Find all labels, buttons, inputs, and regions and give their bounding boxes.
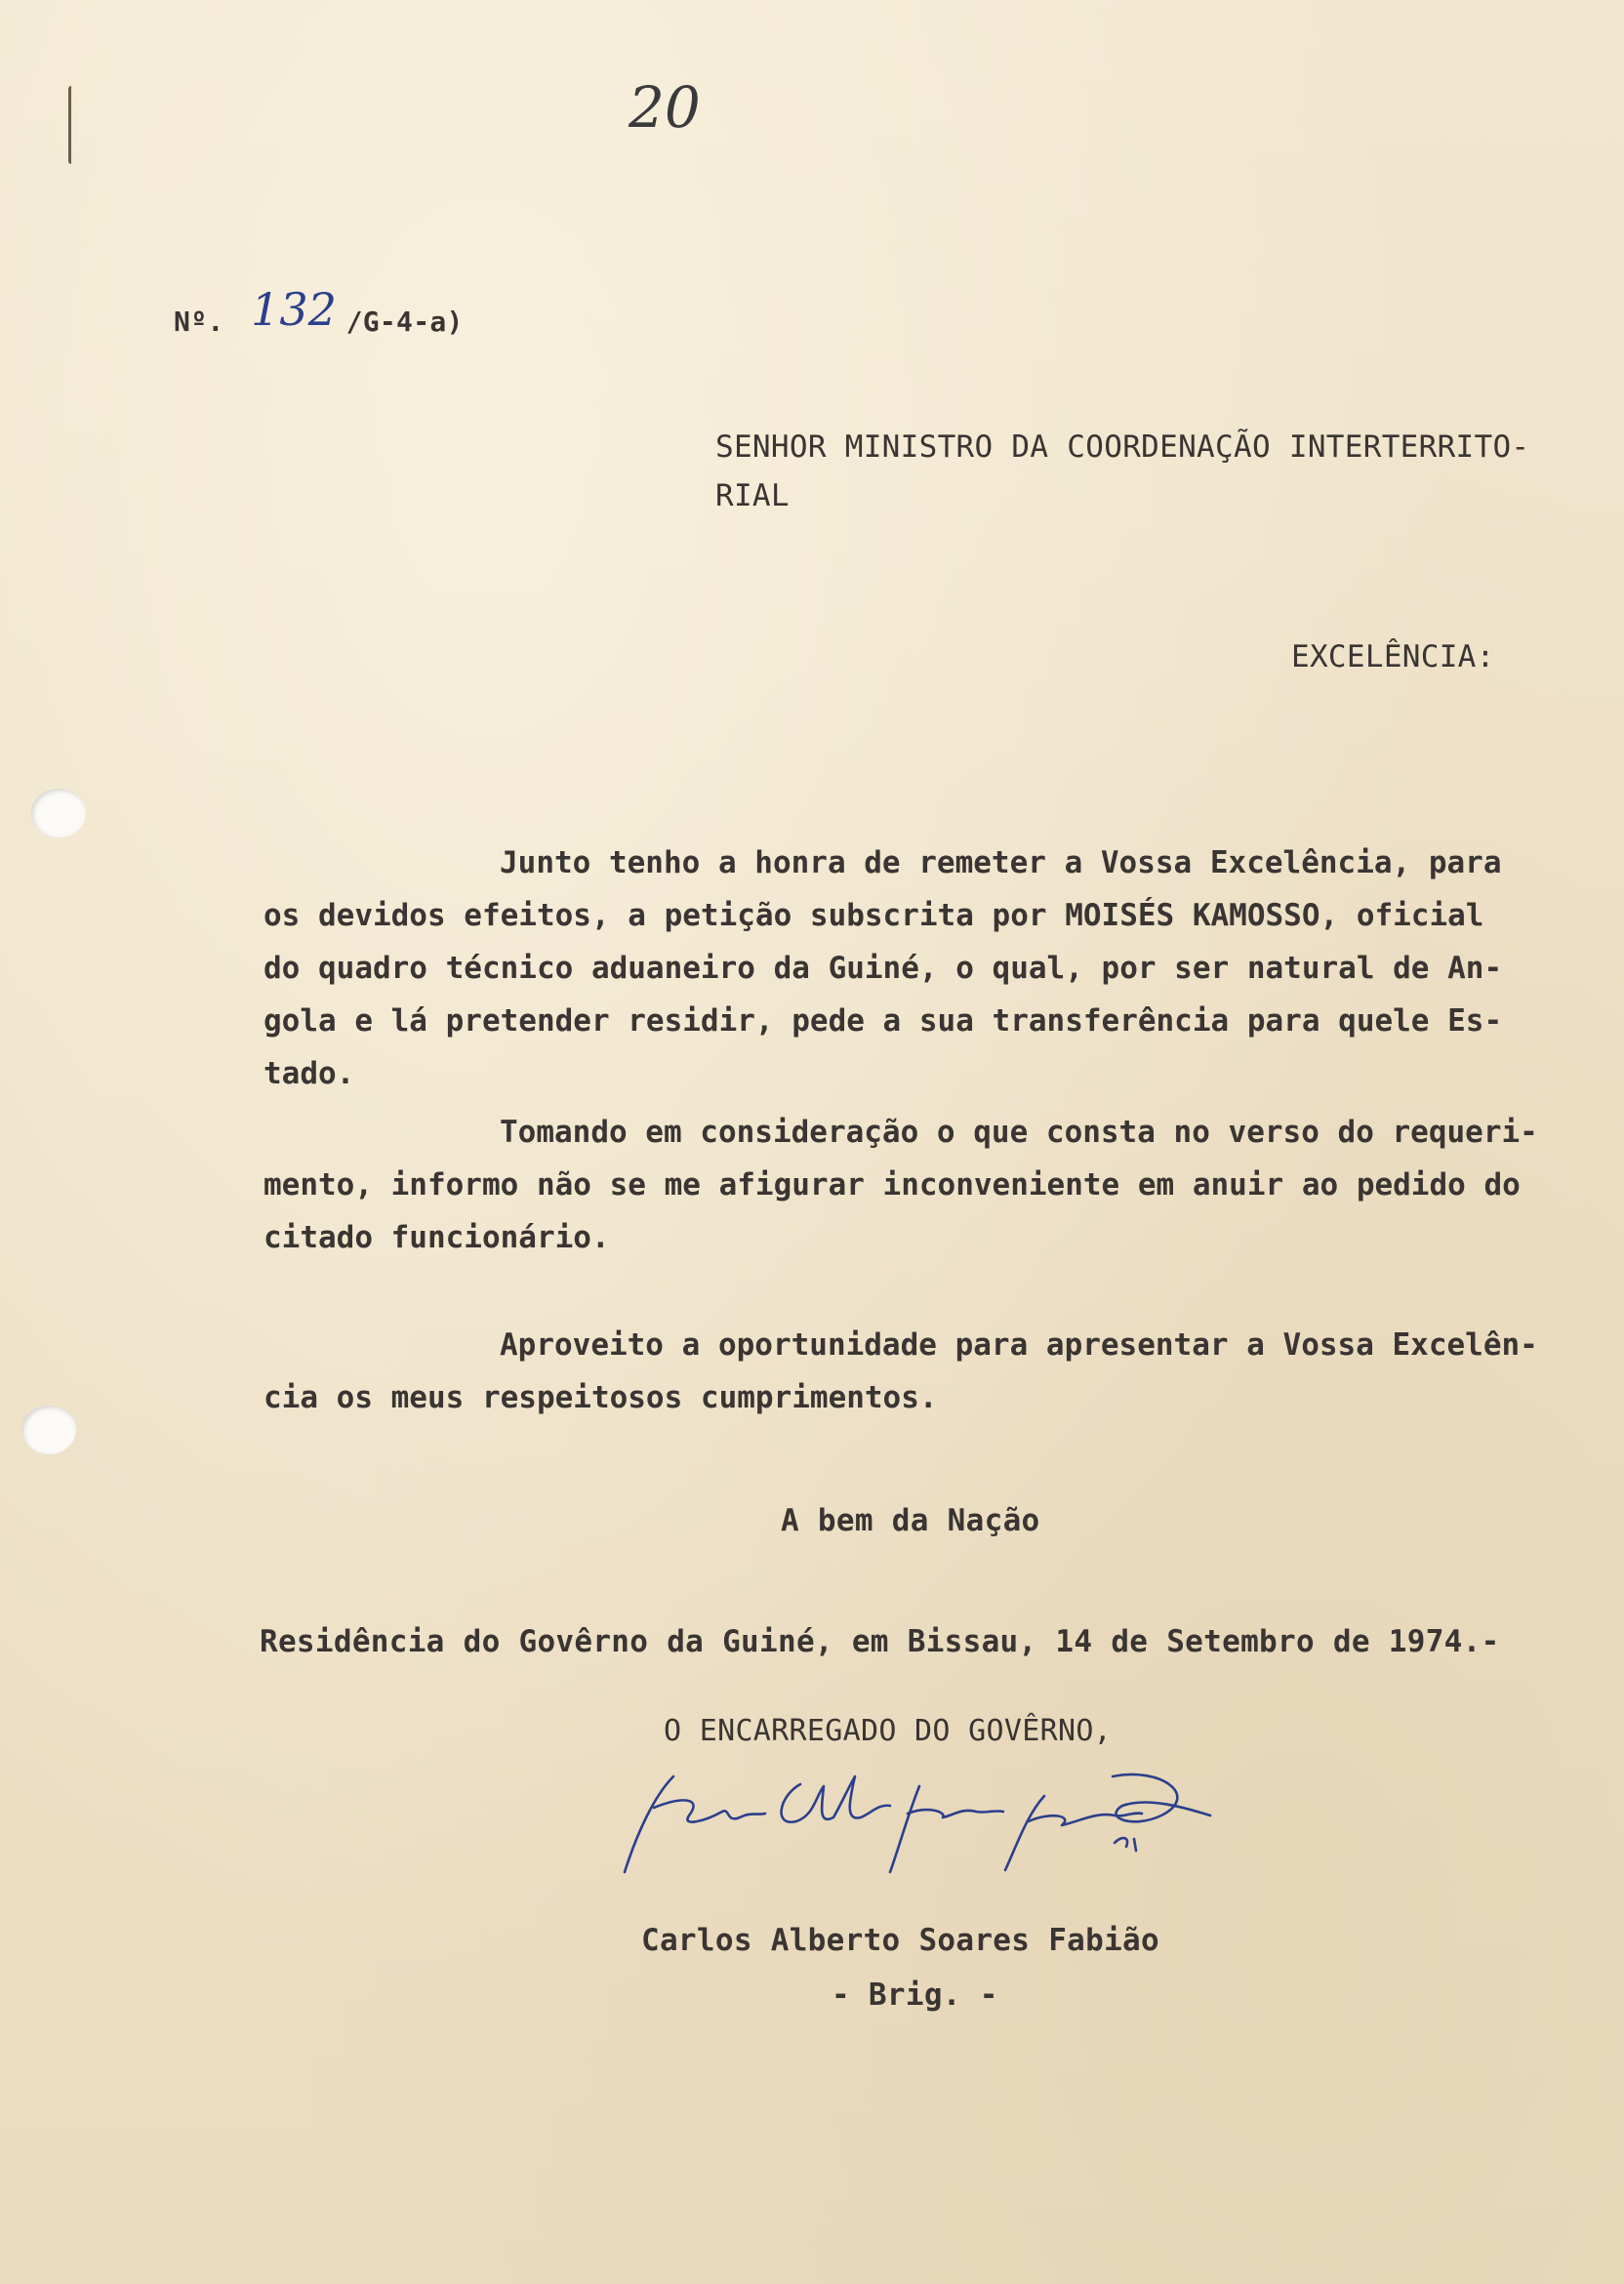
paragraph-line: Tomando em consideração o que consta no verso do requeri- xyxy=(500,1115,1538,1150)
paragraph-line: cia os meus respeitosos cumprimentos. xyxy=(264,1380,938,1415)
reference-prefix: Nº. xyxy=(174,306,224,338)
paragraph-2 xyxy=(264,1115,1591,1273)
paragraph-line: Aproveito a oportunidade para apresentar a Vossa Excelên- xyxy=(500,1327,1538,1363)
paragraph-line: os devidos efeitos, a petição subscrita por MOISÉS KAMOSSO, oficial xyxy=(264,898,1484,933)
addressee-line-1: SENHOR MINISTRO DA COORDENAÇÃO INTERTERRITO- xyxy=(715,429,1530,465)
punch-hole-bottom xyxy=(21,1406,76,1454)
signatory-title: O ENCARREGADO DO GOVÊRNO, xyxy=(664,1714,1113,1748)
signatory-rank: - Brig. - xyxy=(832,1978,998,2013)
paragraph-line: gola e lá pretender residir, pede a sua transferência para quele Es- xyxy=(264,1003,1503,1039)
addressee-line-2: RIAL xyxy=(715,478,790,513)
reference-suffix: /G-4-a) xyxy=(345,306,464,338)
paragraph-line: do quadro técnico aduaneiro da Guiné, o qual, por ser natural de An- xyxy=(264,951,1503,986)
paragraph-line: citado funcionário. xyxy=(264,1220,610,1255)
page-number: 20 xyxy=(629,74,701,141)
paragraph-1 xyxy=(264,845,1591,1109)
paragraph-3 xyxy=(264,1327,1591,1433)
punch-hole-top xyxy=(31,789,86,837)
salutation: EXCELÊNCIA: xyxy=(1291,639,1495,674)
place-date: Residência do Govêrno da Guiné, em Bissau, 14 de Setembro de 1974.- xyxy=(260,1624,1500,1659)
paragraph-line: tado. xyxy=(264,1056,355,1091)
closing: A bem da Nação xyxy=(781,1503,1040,1538)
reference-line xyxy=(174,283,464,342)
staple-mark xyxy=(68,86,77,164)
signatory-name: Carlos Alberto Soares Fabião xyxy=(641,1923,1159,1958)
signature xyxy=(615,1757,1220,1884)
paragraph-line: mento, informo não se me afigurar inconveniente em anuir ao pedido do xyxy=(264,1167,1521,1203)
reference-number: 132 xyxy=(251,283,337,336)
paragraph-line: Junto tenho a honra de remeter a Vossa Excelência, para xyxy=(500,845,1502,880)
